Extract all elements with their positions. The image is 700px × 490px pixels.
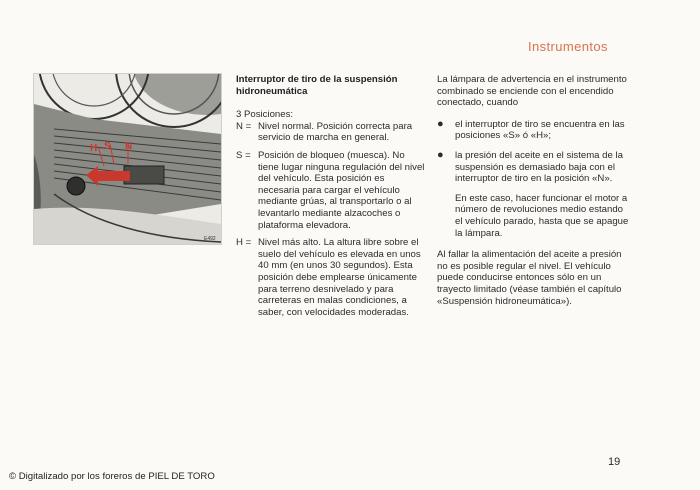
lamp-note: En este caso, hacer funcionar el motor a número de revoluciones medio estando el vehículo parado, hasta que se apague la lámpara.: [455, 192, 629, 239]
position-item: [236, 150, 426, 231]
position-item: [236, 237, 426, 318]
bullet-icon: ●: [437, 148, 444, 161]
warning-lamp-description: [437, 74, 629, 307]
position-text: Posición de bloqueo (muesca). No tiene lugar ninguna regulación del nivel del vehículo. Esta posición es necesaria para cargar el vehículo mediante grúas, al transportarlo o al levantarlo mediante alzacoches o plataforma elevadora.: [258, 149, 425, 231]
position-text: Nivel más alto. La altura libre sobre el suelo del vehículo es elevada en unos 40 mm (en unos 30 segundos). Esta posición debe emplearse únicamente para terreno desnivelado y para carreteras en malas condiciones, a saber, con velocidades moderadas.: [258, 237, 421, 318]
list-item: [437, 119, 629, 142]
position-key: S =: [236, 149, 251, 161]
switch-illustration: [33, 73, 222, 245]
positions-intro: 3 Posiciones:: [236, 109, 294, 121]
figure-label-h: H: [90, 143, 98, 154]
figure-label-s: S: [104, 141, 111, 152]
position-key: N =: [236, 120, 252, 132]
switch-heading: Interruptor de tiro de la suspensión hidroneumática: [236, 74, 398, 97]
bullet-icon: ●: [437, 117, 444, 130]
position-key: H =: [236, 237, 252, 249]
bullet-text: la presión del aceite en el sistema de la suspensión es demasiado baja con el interruptor de tiro en la posición «N».: [455, 149, 623, 185]
lamp-intro: La lámpara de advertencia en el instrumento combinado se enciende con el encendido conectado, cuando: [437, 74, 627, 109]
section-title: Instrumentos: [528, 39, 608, 54]
closing-paragraph: Al fallar la alimentación del aceite a presión no es posible regular el nivel. El vehículo puede conducirse entonces sólo en un trayecto limitado (véase también el capítulo «Suspensión hidroneumática»).: [437, 249, 622, 307]
list-item: [437, 150, 629, 185]
switch-description: [236, 74, 426, 318]
bullet-text: el interruptor de tiro se encuentra en las posiciones «S» ó «H»;: [455, 118, 625, 142]
footer-credit: © Digitalizado por los foreros de PIEL DE TORO: [9, 471, 215, 482]
position-item: [236, 121, 426, 144]
page-number: 19: [608, 456, 621, 468]
position-text: Nivel normal. Posición correcta para servicio de marcha en general.: [258, 120, 413, 144]
figure-label-n: N: [125, 141, 133, 152]
figure-ref: E492: [204, 236, 216, 242]
